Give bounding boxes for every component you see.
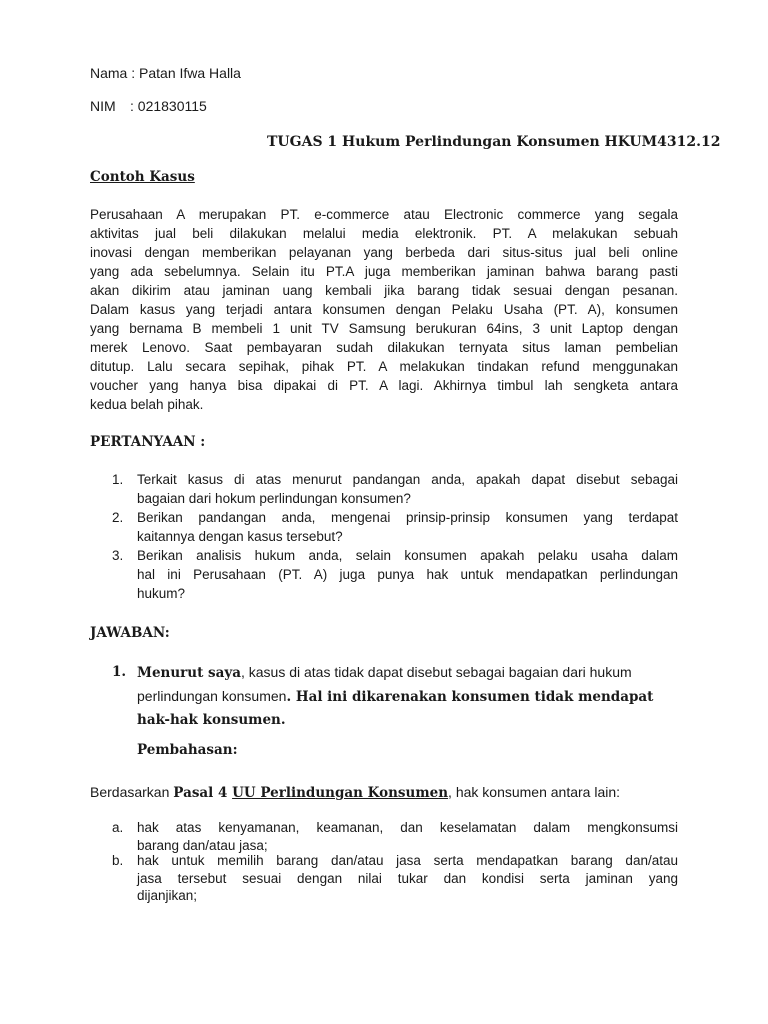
nim-value: : 021830115 (130, 98, 207, 114)
case-line: voucher yang hanya bisa dipakai di PT. A lagi. Akhirnya timbul lah sengketa antara (90, 378, 678, 393)
item-line: dijanjikan; (137, 888, 198, 903)
case-line: Dalam kasus yang terjadi antara konsumen dengan Pelaku Usaha (PT. A), konsumen (90, 302, 678, 317)
item-number: 1. (112, 472, 124, 487)
basis-prefix: Berdasarkan (90, 784, 174, 800)
assignment-title: TUGAS 1 Hukum Perlindungan Konsumen HKUM4312.12 (267, 134, 721, 150)
case-paragraph (90, 205, 678, 414)
questions-heading: PERTANYAAN : (90, 434, 206, 450)
basis-pasal: Pasal 4 (173, 785, 233, 801)
answer-text: perlindungan konsumen (137, 688, 287, 704)
answer-1-number: 1. (112, 664, 127, 680)
item-line: bagaian dari hokum perlindungan konsumen? (137, 491, 411, 506)
basis-sentence (90, 783, 620, 803)
case-line: ditutup. Lalu secara sepihak, pihak PT. A melakukan tindakan refund menggunakan (90, 359, 678, 374)
answers-heading: JAWABAN: (90, 625, 170, 641)
case-line: aktivitas jual beli dilakukan melalui media elektronik. PT. A melakukan sebuah (90, 226, 678, 241)
answer-number (112, 663, 126, 682)
case-line: inovasi dengan memberikan pelayanan yang berbeda dari situs-situs jual beli online (90, 245, 678, 260)
item-line: hak atas kenyamanan, keamanan, dan keselamatan dalam mengkonsumsi (137, 820, 678, 835)
item-number: 3. (112, 548, 124, 563)
item-line: hal ini Perusahaan (PT. A) juga punya hak untuk mendapatkan perlindungan (137, 567, 678, 582)
answer-bold-text: . Hal ini dikarenakan konsumen tidak mendapat (286, 689, 654, 705)
item-letter: a. (112, 820, 124, 835)
answer-text: , kasus di atas tidak dapat disebut sebagai bagaian dari hukum (240, 664, 632, 680)
answer-lead: Menurut saya (137, 665, 241, 681)
discussion-heading: Pembahasan: (137, 742, 238, 758)
item-line: Terkait kasus di atas menurut pandangan anda, apakah dapat disebut sebagai (137, 472, 678, 487)
case-line: akan dikirim atau jaminan uang kembali jika barang tidak sesuai dengan pesanan. (90, 283, 678, 298)
case-line: merek Lenovo. Saat pembayaran sudah dilakukan ternyata situs laman pembelian (90, 340, 678, 355)
item-line: hak untuk memilih barang dan/atau jasa serta mendapatkan barang dan/atau (137, 853, 678, 868)
item-number: 2. (112, 510, 124, 525)
item-line: Berikan pandangan anda, mengenai prinsip-prinsip konsumen yang terdapat (137, 510, 678, 525)
student-name: Nama : Patan Ifwa Halla (90, 65, 241, 81)
basis-law: UU Perlindungan Konsumen (232, 785, 449, 801)
nim-label: NIM (90, 98, 116, 114)
item-line: barang dan/atau jasa; (137, 837, 268, 853)
item-line: Berikan analisis hukum anda, selain konsumen apakah pelaku usaha dalam (137, 548, 678, 563)
item-line: hukum? (137, 586, 186, 601)
answer-1-line-1 (137, 663, 632, 683)
case-line: yang ada sebelumnya. Selain itu PT.A juga memberikan jaminan bahwa barang pasti (90, 264, 678, 279)
case-line: kedua belah pihak. (90, 397, 204, 412)
basis-suffix: , hak konsumen antara lain: (448, 784, 621, 800)
item-line: kaitannya dengan kasus tersebut? (137, 529, 343, 544)
item-line: jasa tersebut sesuai dengan nilai tukar dan kondisi serta jaminan yang (137, 870, 678, 886)
answer-1-line-2 (137, 687, 653, 707)
case-line: Perusahaan A merupakan PT. e-commerce atau Electronic commerce yang segala (90, 207, 678, 222)
answer-1-line-3: hak-hak konsumen. (137, 712, 286, 728)
case-line: yang bernama B membeli 1 unit TV Samsung berukuran 64ins, 3 unit Laptop dengan (90, 321, 678, 336)
item-letter: b. (112, 853, 124, 868)
case-heading: Contoh Kasus (90, 169, 195, 185)
